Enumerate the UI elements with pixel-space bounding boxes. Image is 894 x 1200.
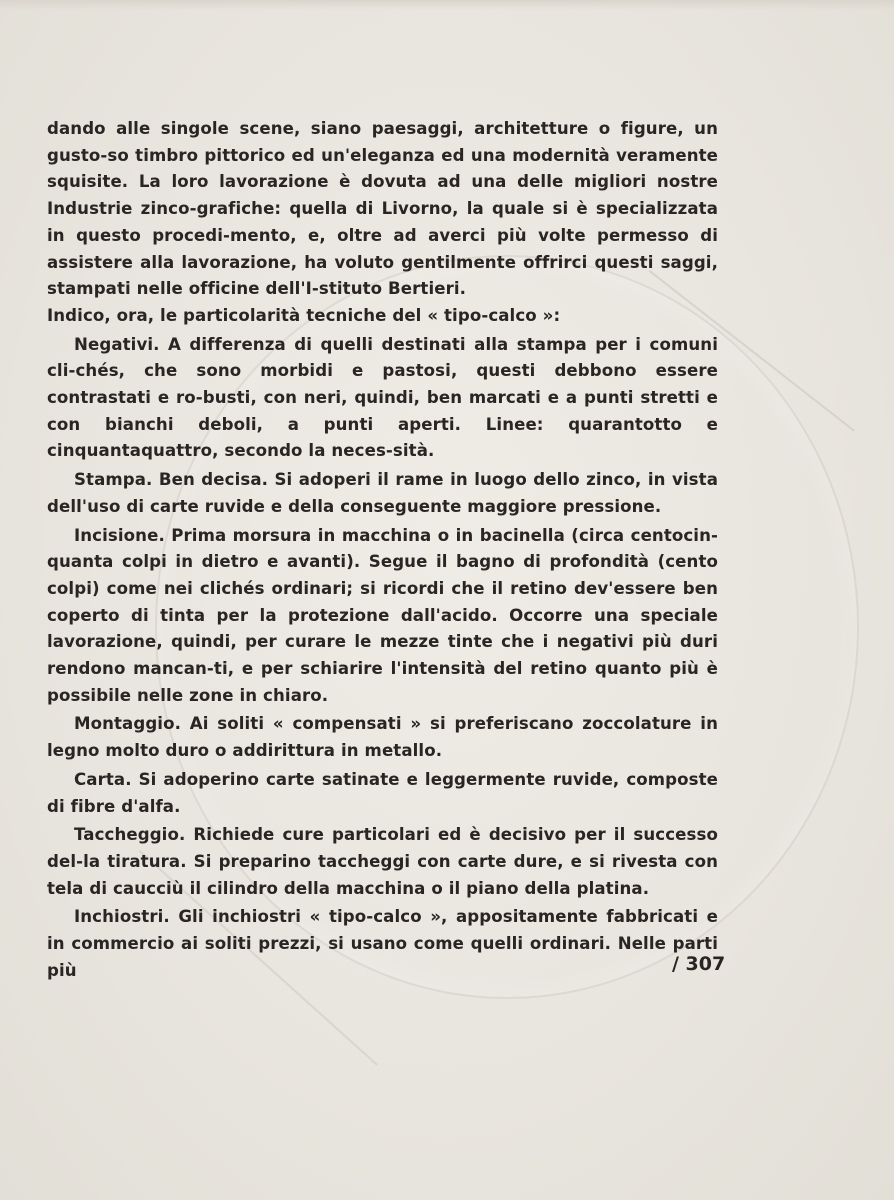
- paragraph-taccheggio: Taccheggio. Richiede cure particolari ed è decisivo per il successo del-la tiratura. Si preparino taccheggi con carte dure, e si rivesta con tela di caucciù il cilindro della macchina o il piano della platina.: [47, 825, 718, 898]
- paragraph-stampa: Stampa. Ben decisa. Si adoperi il rame in luogo dello zinco, in vista dell'uso di carte ruvide e della conseguente maggiore pressione.: [47, 470, 718, 516]
- paragraph-intro: dando alle singole scene, siano paesaggi, architetture o figure, un gusto-so timbro pittorico ed un'eleganza ed una modernità veramente squisite. La loro lavorazione è dovuta ad una delle migliori nostre Industrie zinco-grafiche: quella di Livorno, la quale si è specializzata in questo procedi-mento, e, oltre ad averci più volte permesso di assistere alla lavorazione, ha voluto gentilmente offrirci questi saggi, stampati nelle officine dell'I-stituto Bertieri.: [47, 119, 718, 299]
- paragraph-incisione: Incisione. Prima morsura in macchina o in bacinella (circa centocin-quanta colpi in dietro e avanti). Segue il bagno di profondità (cento colpi) come nei clichés ordinari; si ricordi che il retino dev'essere ben coperto di tinta per la protezione dall'acido. Occorre una speciale lavorazione, quindi, per curare le mezze tinte che i negativi più duri rendono mancan-ti, e per schiarire l'intensità del retino quanto più è possibile nelle zone in chiaro.: [47, 525, 718, 705]
- paragraph-lead: Indico, ora, le particolarità tecniche del « tipo-calco »:: [47, 305, 561, 325]
- page-number: / 307: [672, 953, 726, 975]
- body-text: [47, 116, 718, 985]
- page-top-shadow: [0, 0, 894, 10]
- paragraph-montaggio: Montaggio. Ai soliti « compensati » si preferiscano zoccolature in legno molto duro o addirittura in metallo.: [47, 714, 718, 761]
- paragraph-carta: Carta. Si adoperino carte satinate e leggermente ruvide, composte di fibre d'alfa.: [47, 769, 718, 816]
- paragraph-negativi: Negativi. A differenza di quelli destinati alla stampa per i comuni cli-chés, che sono morbidi e pastosi, questi debbono essere contrastati e ro-busti, con neri, quindi, ben marcati e a punti stretti e con bianchi deboli, a punti aperti. Linee: quarantotto e cinquantaquattro, secondo la neces-sità.: [47, 334, 718, 461]
- paragraph-inchiostri: Inchiostri. Gli inchiostri « tipo-calco », appositamente fabbricati e in commercio ai soliti prezzi, si usano come quelli ordinari. Nelle parti più: [47, 907, 718, 980]
